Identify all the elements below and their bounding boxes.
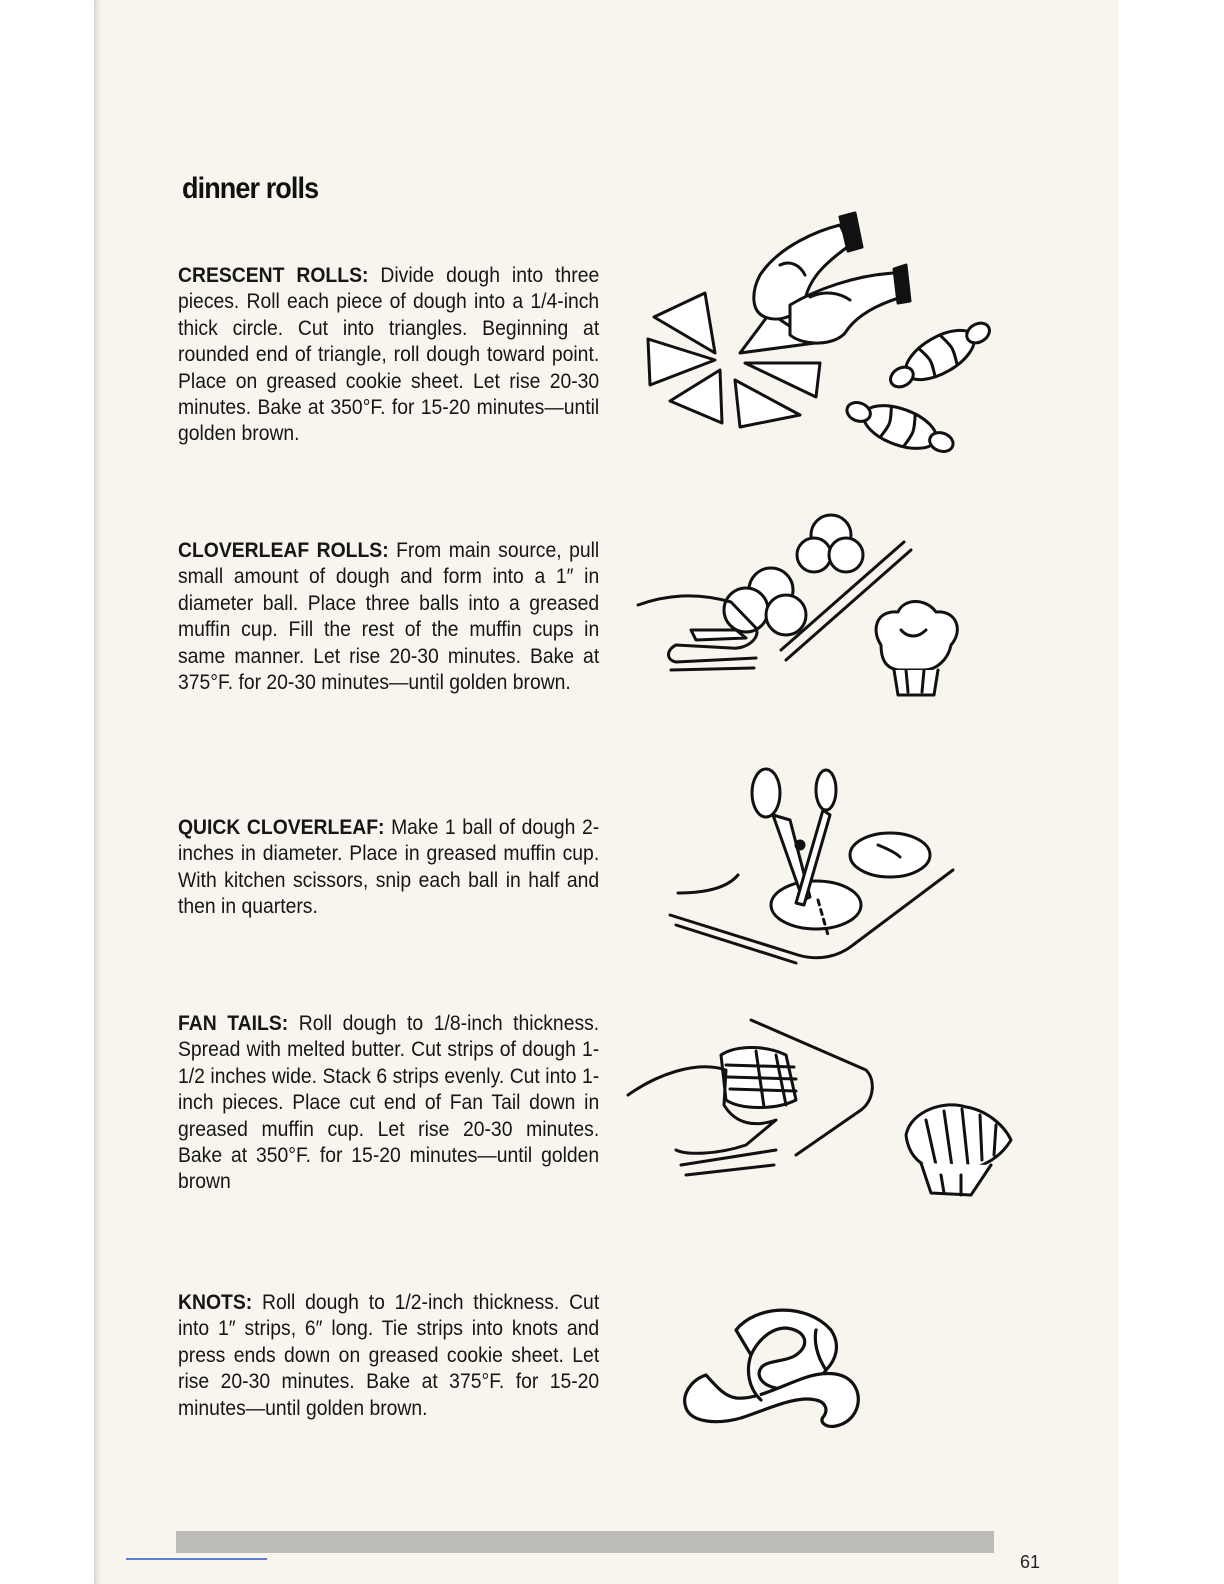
quick-cloverleaf-label: QUICK CLOVERLEAF: (178, 815, 385, 839)
quick-cloverleaf-section (178, 814, 599, 920)
page-number: 61 (1020, 1552, 1041, 1572)
quick-cloverleaf-text: Make 1 ball of dough 2-inches in diameter. Place in greased muffin cup. With kitchen scissors, snip each ball in half and then in quarters. (178, 815, 600, 919)
knots-illustration (676, 1300, 886, 1430)
fan-tails-label: FAN TAILS: (178, 1011, 289, 1035)
cloverleaf-rolls-illustration (636, 510, 976, 705)
knots-section (178, 1289, 599, 1421)
knots-label: KNOTS: (178, 1290, 253, 1314)
crescent-rolls-text: Divide dough into three pieces. Roll each piece of dough into a 1/4-inch thick circle. Cut into triangles. Beginning at rounded end of triangle, roll dough toward point. Place on greased cookie sheet. Let rise 20-30 minutes. Bake at 350°F. for 15-20 minutes—until golden brown. (178, 263, 600, 446)
fan-tails-text: Roll dough to 1/8-inch thickness. Spread with melted butter. Cut strips of dough 1-1/2 inches wide. Stack 6 strips evenly. Cut into 1-inch pieces. Place cut end of Fan Tail down in greased muffin cup. Let rise 20-30 minutes. Bake at 350°F. for 15-20 minutes—until golden brown (178, 1011, 600, 1194)
crescent-rolls-label: CRESCENT ROLLS: (178, 263, 369, 287)
cloverleaf-rolls-label: CLOVERLEAF ROLLS: (178, 538, 389, 562)
scan-margin-right (1118, 0, 1224, 1584)
page-title: dinner rolls (182, 172, 319, 205)
cloverleaf-rolls-text: From main source, pull small amount of dough and form into a 1″ in diameter ball. Place three balls into a greased muffin cup. Fill the rest of the muffin cups in same manner. Let rise 20-30 minutes. Bake at 375°F. for 20-30 minutes—until golden brown. (178, 538, 600, 695)
crescent-rolls-illustration (640, 205, 1040, 470)
crescent-rolls-section (178, 262, 599, 447)
quick-cloverleaf-illustration (668, 765, 968, 965)
fan-tails-illustration (626, 1015, 1026, 1205)
scan-margin-left (0, 0, 94, 1584)
cloverleaf-rolls-section (178, 537, 599, 695)
knots-text: Roll dough to 1/2-inch thickness. Cut into 1″ strips, 6″ long. Tie strips into knots and press ends down on greased cookie sheet. Let rise 20-30 minutes. Bake at 375°F. for 15-20 minutes—until golden brown. (178, 1290, 600, 1420)
footer-bar (176, 1531, 994, 1553)
fan-tails-section (178, 1010, 599, 1195)
scan-artifact-line (126, 1558, 267, 1560)
